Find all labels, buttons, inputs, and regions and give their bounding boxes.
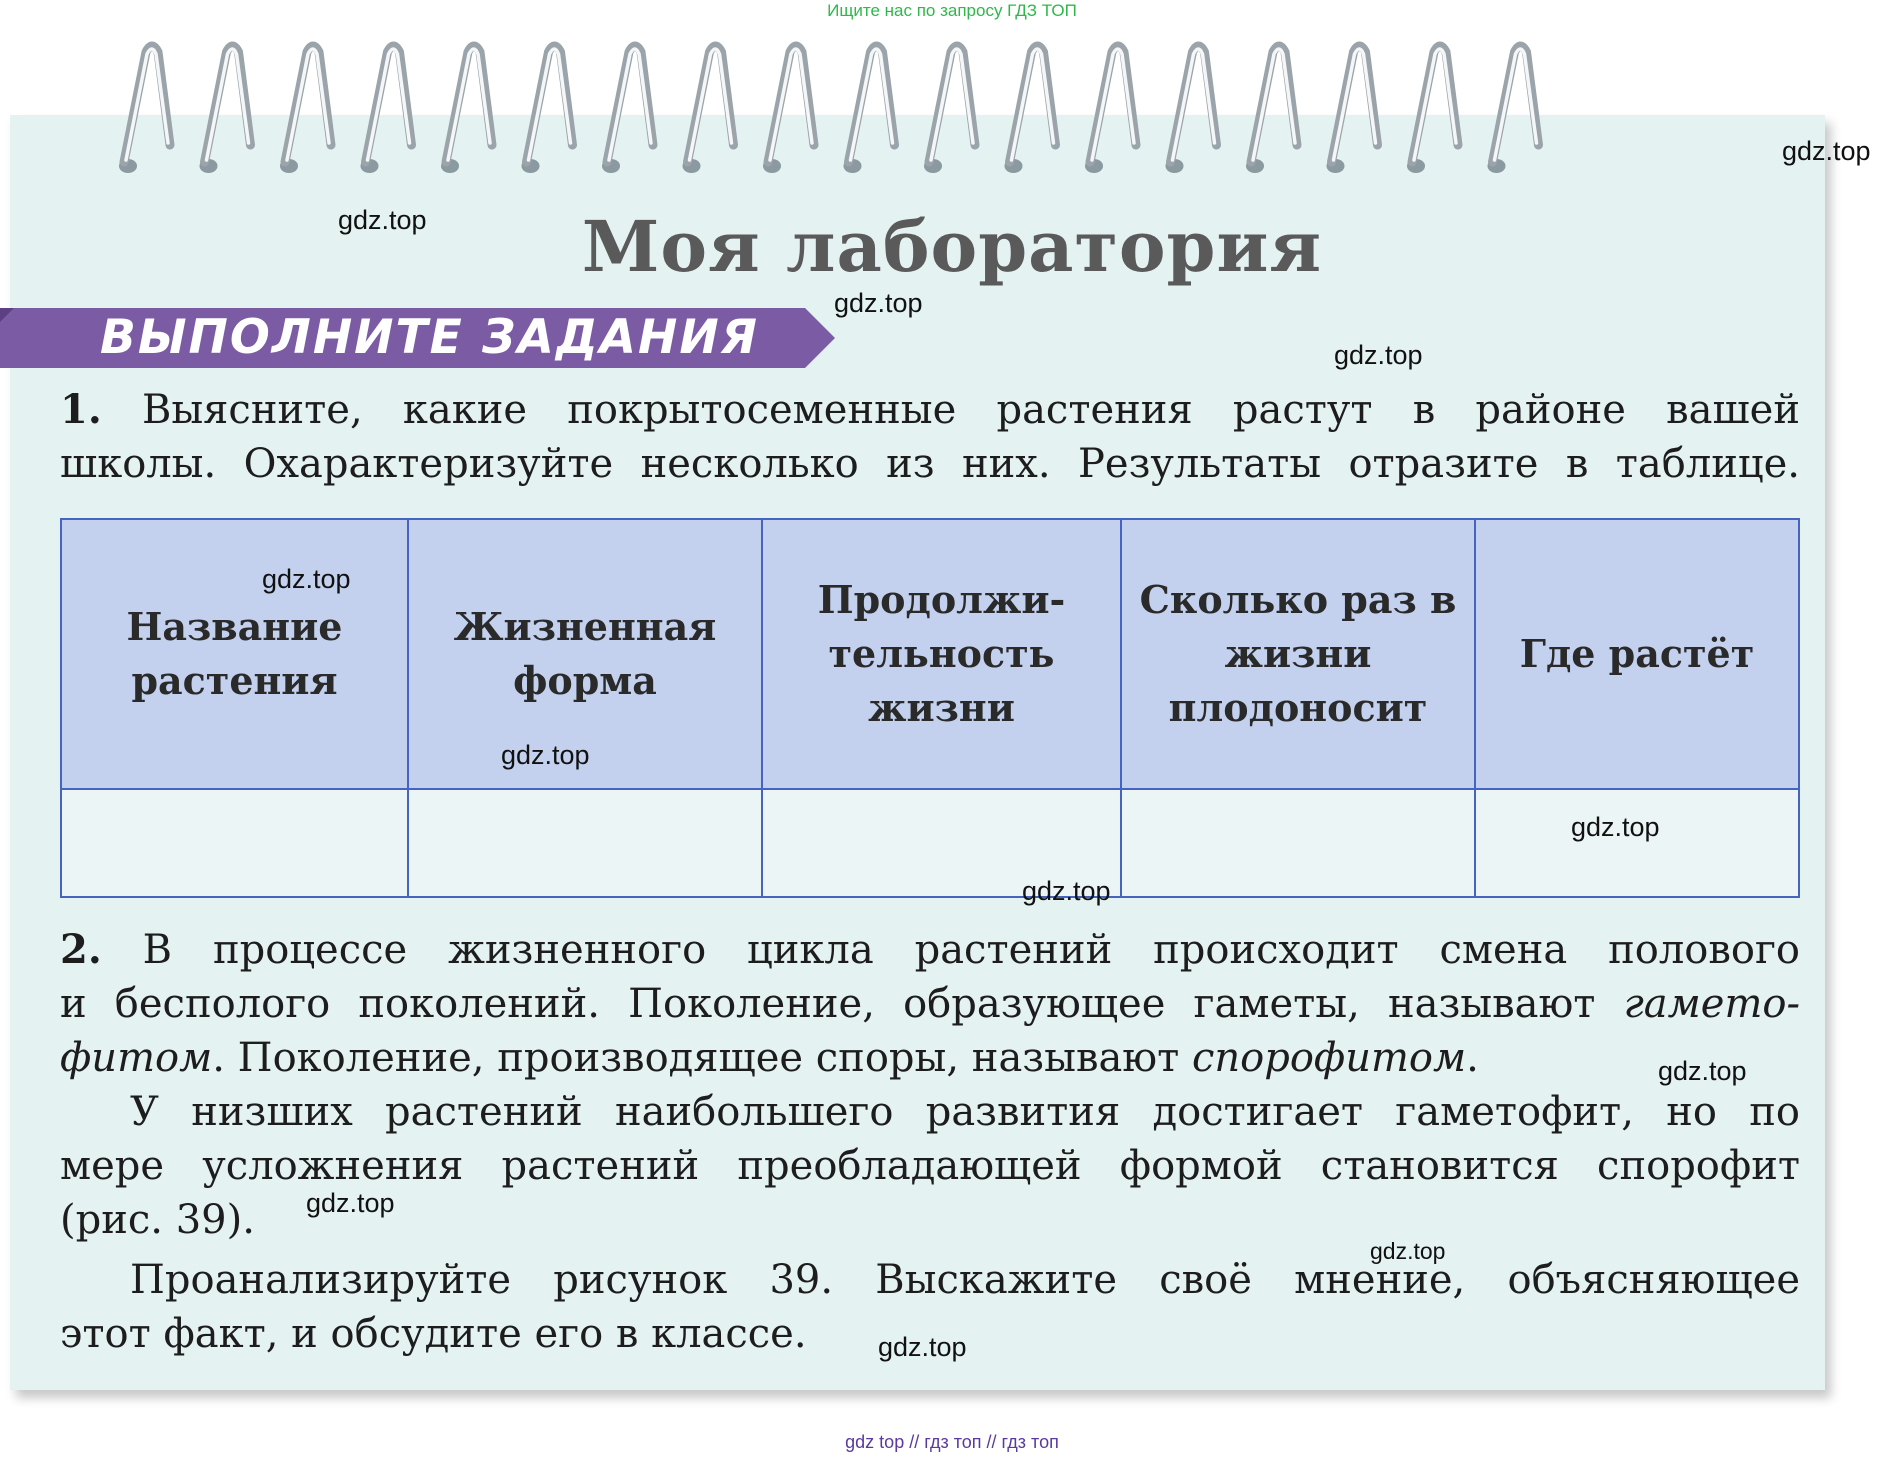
paragraph-2-text-1: У низших растений наибольшего развития достигает гаметофит, но по — [130, 1089, 1800, 1135]
section-ribbon-label: ВЫПОЛНИТЕ ЗАДАНИЯ — [100, 310, 759, 365]
table-header-cell: Продолжи-тельность жизни — [762, 519, 1121, 789]
watermark: gdz.top — [306, 1188, 395, 1218]
spiral-ring — [1327, 46, 1378, 173]
paragraph-3-line-1 — [60, 1253, 1800, 1307]
spiral-ring — [1005, 46, 1056, 173]
watermark: gdz.top — [1571, 812, 1660, 842]
watermark: gdz.top — [1334, 340, 1423, 370]
paragraph-2-text-3: (рис. 39). — [60, 1197, 255, 1243]
task-1-number: 1. — [60, 386, 102, 433]
footer-credits: gdz top // гдз топ // гдз топ — [845, 1432, 1059, 1452]
watermark: gdz.top — [878, 1332, 967, 1362]
spiral-ring — [119, 46, 170, 173]
watermark: gdz.top — [834, 288, 923, 318]
spiral-ring — [1488, 46, 1539, 173]
task-2-period: . — [1466, 1035, 1479, 1081]
paragraph-3-text-1: Проанализируйте рисунок 39. Выскажите своё мнение, объясняющее — [130, 1257, 1800, 1303]
table-header-cell: Жизненная форма — [408, 519, 762, 789]
spiral-ring — [924, 46, 975, 173]
term-gametophyte-start: гамето- — [1623, 981, 1800, 1027]
paragraph-2-line-1 — [60, 1085, 1800, 1139]
page-title: Моя лаборатория — [581, 205, 1323, 288]
watermark: gdz.top — [262, 564, 351, 594]
spiral-ring — [844, 46, 895, 173]
spiral-ring — [522, 46, 573, 173]
spiral-ring — [280, 46, 331, 173]
table-header-row — [61, 519, 1799, 789]
table-cell[interactable] — [408, 789, 762, 897]
table-cell[interactable] — [1121, 789, 1475, 897]
table-row — [61, 789, 1799, 897]
spiral-ring — [441, 46, 492, 173]
term-gametophyte-end: фитом — [60, 1035, 213, 1081]
spiral-ring — [361, 46, 412, 173]
paragraph-3-text-2: этот факт, и обсудите его в классе. — [60, 1311, 807, 1357]
spiral-rings — [0, 0, 1904, 200]
spiral-ring — [763, 46, 814, 173]
watermark: gdz.top — [1658, 1056, 1747, 1086]
watermark: gdz.top — [1782, 136, 1871, 166]
task-1-text-2: школы. Охарактеризуйте несколько из них. Результаты отразите в таблице. — [60, 441, 1800, 487]
spiral-ring — [200, 46, 251, 173]
task-1-line-2 — [60, 437, 1800, 491]
spiral-ring — [1407, 46, 1458, 173]
task-1-text-1: Выясните, какие покрытосеменные растения растут в районе вашей — [141, 387, 1800, 433]
watermark: gdz.top — [1022, 876, 1111, 906]
table-header-cell: Сколько раз в жизни плодоносит — [1121, 519, 1475, 789]
task-2-text-2: и бесполого поколений. Поколение, образующее гаметы, называют — [60, 981, 1596, 1027]
paragraph-2-line-2 — [60, 1139, 1800, 1193]
task-2-line-2 — [60, 977, 1800, 1031]
spiral-ring — [1085, 46, 1136, 173]
spiral-ring — [602, 46, 653, 173]
spiral-ring — [683, 46, 734, 173]
task-2-line-1 — [60, 923, 1800, 977]
watermark: gdz.top — [1370, 1238, 1446, 1264]
task-2-number: 2. — [60, 926, 102, 973]
task-1-line-1 — [60, 383, 1800, 437]
table-header-cell: Где растёт — [1475, 519, 1799, 789]
top-banner: Ищите нас по запросу ГДЗ ТОП — [827, 1, 1077, 20]
table-header-cell: Название растения — [61, 519, 408, 789]
spiral-ring — [1166, 46, 1217, 173]
watermark: gdz.top — [501, 740, 590, 770]
table-cell[interactable] — [1475, 789, 1799, 897]
table-cell[interactable] — [61, 789, 408, 897]
task-2-text-1: В процессе жизненного цикла растений происходит смена полового — [142, 927, 1800, 973]
term-sporophyte: спорофитом — [1191, 1035, 1467, 1081]
paragraph-2-text-2: мере усложнения растений преобладающей формой становится спорофит — [60, 1143, 1800, 1189]
task-2-text-3: . Поколение, производящее споры, называют — [212, 1035, 1180, 1081]
spiral-ring — [1246, 46, 1297, 173]
watermark: gdz.top — [338, 205, 427, 235]
task-2-line-3 — [60, 1031, 1800, 1085]
